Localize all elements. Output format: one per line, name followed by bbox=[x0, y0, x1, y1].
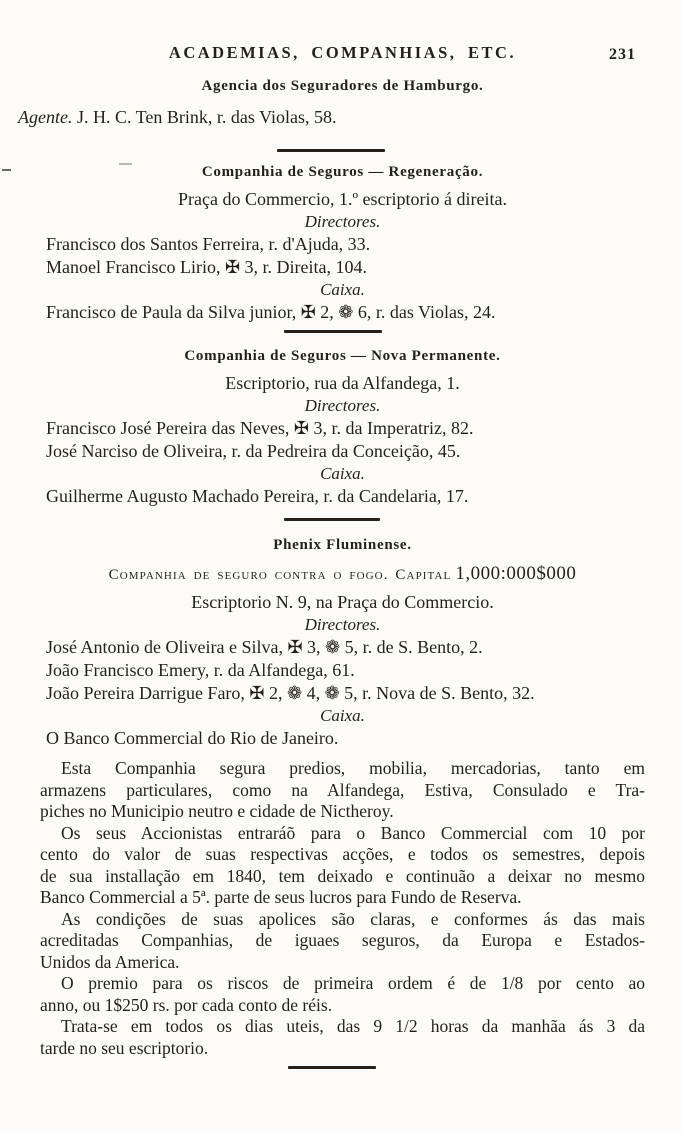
paragraph-line: acreditadas Companhias, de iguaes seguros, da Europa e Estados- bbox=[40, 930, 645, 950]
directores-label: Directores. bbox=[304, 212, 381, 231]
section-heading-phenix: Phenix Fluminense. bbox=[273, 537, 412, 553]
paragraph-line: Banco Commercial a 5ª. parte de seus lucros para Fundo de Reserva. bbox=[40, 887, 522, 907]
director-entry: Francisco dos Santos Ferreira, r. d'Ajuda, 33. bbox=[46, 234, 371, 254]
paragraph bbox=[40, 823, 645, 909]
paragraph-line: Trata-se em todos os dias uteis, das 9 1/2 horas da manhãa ás 3 da bbox=[61, 1016, 645, 1036]
capital-amount: 1,000:000$000 bbox=[455, 563, 577, 584]
agent-role-label: Agente. bbox=[18, 107, 73, 127]
director-entry: João Francisco Emery, r. da Alfandega, 61. bbox=[46, 660, 355, 680]
separator-rule bbox=[277, 149, 385, 152]
paragraph-line: As condições de suas apolices são claras, e conformes ás das mais bbox=[61, 908, 645, 929]
paragraph-line: anno, ou 1$250 rs. por cada conto de réis. bbox=[40, 994, 333, 1015]
paragraph bbox=[40, 1016, 645, 1059]
director-entry: José Narciso de Oliveira, r. da Pedreira da Conceição, 45. bbox=[46, 441, 461, 461]
company-address: Escriptorio, rua da Alfandega, 1. bbox=[225, 373, 460, 393]
separator-rule bbox=[288, 1066, 376, 1069]
paragraph bbox=[40, 909, 645, 974]
paragraph-line: Esta Companhia segura predios, mobilia, mercadorias, tanto em bbox=[61, 758, 645, 778]
page-number: 231 bbox=[609, 46, 636, 63]
section-heading-nova-permanente: Companhia de Seguros — Nova Permanente. bbox=[184, 348, 501, 364]
agent-name-address: J. H. C. Ten Brink, r. das Violas, 58. bbox=[72, 107, 337, 127]
separator-rule bbox=[284, 518, 380, 521]
company-address: Escriptorio N. 9, na Praça do Commercio. bbox=[191, 592, 494, 612]
paragraph-line: armazens particulares, como na Alfandega, Estiva, Consulado e Tra- bbox=[40, 779, 645, 800]
caixa-label: Caixa. bbox=[320, 464, 365, 483]
caixa-entry: O Banco Commercial do Rio de Janeiro. bbox=[46, 728, 339, 748]
capital-caption: Companhia de seguro contra o fogo. Capital bbox=[108, 567, 452, 583]
director-entry: José Antonio de Oliveira e Silva, ✠ 3, ❁ 5, r. de S. Bento, 2. bbox=[46, 637, 483, 657]
paragraph-line: tarde no seu escriptorio. bbox=[40, 1037, 209, 1058]
separator-rule bbox=[284, 330, 382, 333]
director-entry: João Pereira Darrigue Faro, ✠ 2, ❁ 4, ❁ 5, r. Nova de S. Bento, 32. bbox=[46, 683, 535, 703]
paragraph-line: piches no Municipio neutro e cidade de Nictheroy. bbox=[40, 801, 394, 821]
caixa-label: Caixa. bbox=[320, 280, 365, 299]
paragraph bbox=[40, 758, 645, 823]
paragraph bbox=[40, 973, 645, 1016]
scan-artifact bbox=[2, 169, 11, 171]
caixa-entry: Guilherme Augusto Machado Pereira, r. da Candelaria, 17. bbox=[46, 486, 469, 506]
section-heading-regeneracao: Companhia de Seguros — Regeneração. bbox=[201, 164, 484, 180]
paragraph-line: O premio para os riscos de primeira ordem é de 1/8 por cento ao bbox=[61, 973, 645, 993]
paragraph-line: Os seus Accionistas entraráõ para o Banco Commercial com 10 por bbox=[61, 822, 645, 843]
paragraph-line: de sua installação em 1840, tem deixado e continuão a deixar no mesmo bbox=[40, 865, 645, 886]
paragraph-line: Unidos da America. bbox=[40, 951, 180, 972]
director-entry: Francisco José Pereira das Neves, ✠ 3, r. da Imperatriz, 82. bbox=[46, 418, 474, 438]
capital-line bbox=[40, 563, 645, 586]
agent-line bbox=[18, 106, 645, 128]
paragraph-line: cento do valor de suas respectivas acções, e todos os semestres, depois bbox=[40, 844, 645, 864]
company-description bbox=[40, 758, 645, 1059]
caixa-entry: Francisco de Paula da Silva junior, ✠ 2, ❁ 6, r. das Violas, 24. bbox=[46, 302, 496, 322]
scan-artifact bbox=[119, 163, 132, 165]
company-address: Praça do Commercio, 1.º escriptorio á direita. bbox=[178, 189, 507, 209]
directores-label: Directores. bbox=[304, 615, 381, 634]
caixa-label: Caixa. bbox=[320, 706, 365, 725]
director-entry: Manoel Francisco Lirio, ✠ 3, r. Direita, 104. bbox=[46, 257, 368, 277]
directores-label: Directores. bbox=[304, 396, 381, 415]
section-heading-hamburgo: Agencia dos Seguradores de Hamburgo. bbox=[201, 78, 484, 94]
running-header-title: ACADEMIAS, COMPANHIAS, ETC. bbox=[168, 43, 517, 62]
